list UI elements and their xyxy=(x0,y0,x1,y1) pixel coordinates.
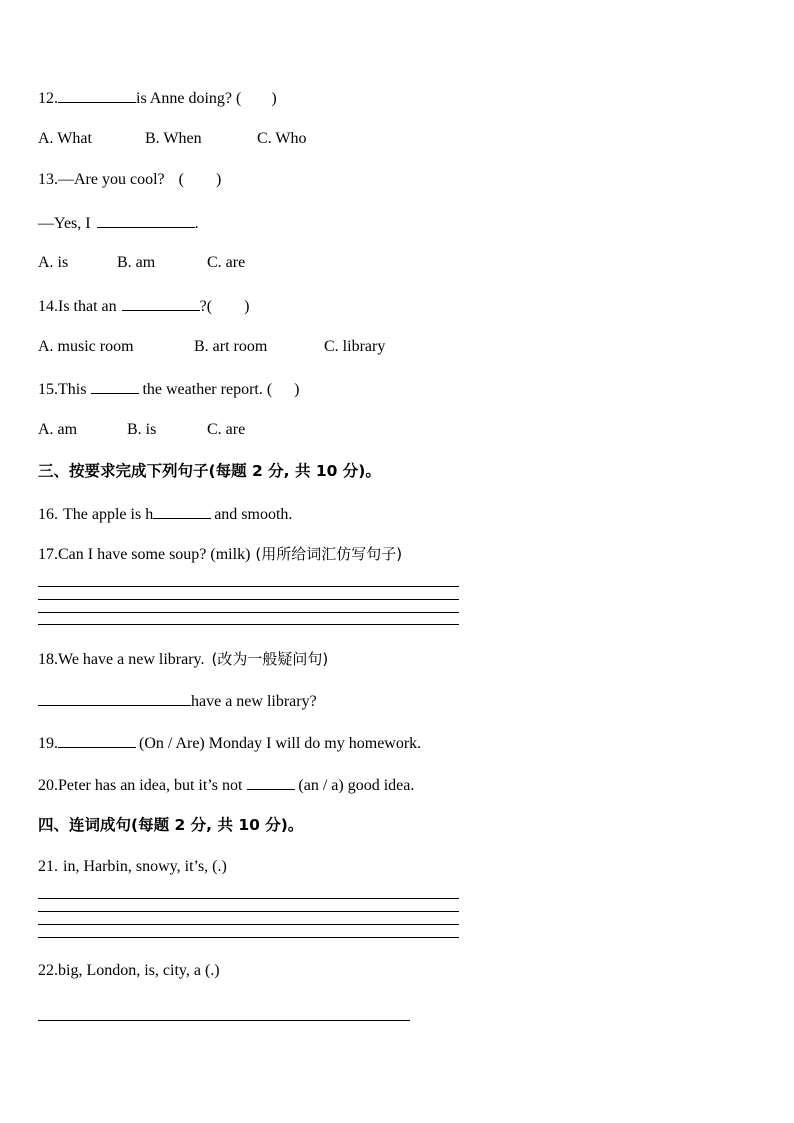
answer-line[interactable] xyxy=(38,1020,410,1021)
answer-line[interactable] xyxy=(38,911,459,912)
option-a: A. music room xyxy=(38,338,134,355)
question-number: 13. xyxy=(38,171,58,188)
option-b: B. am xyxy=(117,254,156,271)
question-suffix: (an / a) good idea. xyxy=(298,777,415,794)
question-15 xyxy=(38,378,300,400)
question-12 xyxy=(38,87,277,109)
question-number: 20. xyxy=(38,777,58,794)
question-14 xyxy=(38,295,249,317)
question-number: 15. xyxy=(38,381,58,398)
section-3-title: 三、按要求完成下列句子(每题 2 分, 共 10 分)。 xyxy=(38,462,381,480)
answer-blank[interactable] xyxy=(91,378,139,394)
question-suffix: and smooth. xyxy=(214,506,293,523)
question-suffix: the weather report. ( xyxy=(142,381,273,398)
question-18-answer xyxy=(38,690,317,712)
question-text: is Anne doing? ( xyxy=(136,90,242,107)
question-20 xyxy=(38,774,414,796)
answer-line[interactable] xyxy=(38,898,459,899)
paren-close: ) xyxy=(271,90,277,107)
question-text: The apple is h xyxy=(63,506,154,523)
question-text: big, London, is, city, a (.) xyxy=(58,962,220,979)
option-c: C. library xyxy=(324,338,386,355)
question-18 xyxy=(38,649,328,670)
option-c: C. are xyxy=(207,421,246,438)
option-b: B. is xyxy=(127,421,157,438)
option-c: C. Who xyxy=(257,130,307,147)
question-number: 14. xyxy=(38,298,58,315)
answer-blank[interactable] xyxy=(38,690,191,706)
answer-blank[interactable] xyxy=(58,732,136,748)
question-text: in, Harbin, snowy, it’s, (.) xyxy=(63,858,227,875)
option-c: C. are xyxy=(207,254,246,271)
question-number: 18. xyxy=(38,651,58,668)
answer-blank[interactable] xyxy=(247,774,295,790)
question-number: 19. xyxy=(38,735,58,752)
question-21 xyxy=(38,857,227,877)
question-text: Peter has an idea, but it’s not xyxy=(58,777,243,794)
question-number: 16. xyxy=(38,506,58,523)
option-b: B. art room xyxy=(194,338,268,355)
option-b: B. When xyxy=(145,130,202,147)
question-13-answer xyxy=(38,212,199,234)
question-number: 22. xyxy=(38,962,58,979)
instruction: (用所给词汇仿写句子) xyxy=(255,545,403,563)
question-number: 21. xyxy=(38,858,58,875)
paren-close: ) xyxy=(294,381,300,398)
question-number: 17. xyxy=(38,546,58,563)
question-22 xyxy=(38,961,220,981)
question-text: This xyxy=(58,381,87,398)
answer-blank[interactable] xyxy=(97,212,195,228)
answer-blank[interactable] xyxy=(153,503,211,519)
question-text: Can I have some soup? (milk) xyxy=(58,546,251,563)
option-a: A. is xyxy=(38,254,69,271)
answer-paren: ( ) xyxy=(178,171,222,188)
question-number: 12. xyxy=(38,90,58,107)
question-text: We have a new library. xyxy=(58,651,205,668)
question-19 xyxy=(38,732,421,754)
question-13-options xyxy=(38,253,245,273)
answer-suffix: . xyxy=(194,215,199,232)
question-text: —Are you cool? xyxy=(58,171,165,188)
answer-line[interactable] xyxy=(38,586,459,587)
answer-line[interactable] xyxy=(38,624,459,625)
answer-blank[interactable] xyxy=(122,295,200,311)
answer-line[interactable] xyxy=(38,924,459,925)
question-suffix: ?( xyxy=(199,298,213,315)
option-a: A. What xyxy=(38,130,92,147)
question-12-options xyxy=(38,129,306,149)
question-16 xyxy=(38,503,292,525)
question-17 xyxy=(38,544,402,565)
answer-line[interactable] xyxy=(38,937,459,938)
question-15-options xyxy=(38,420,245,440)
answer-line[interactable] xyxy=(38,599,459,600)
paren-close: ) xyxy=(244,298,250,315)
question-14-options xyxy=(38,337,385,357)
section-4-title: 四、连词成句(每题 2 分, 共 10 分)。 xyxy=(38,816,304,834)
answer-prefix: —Yes, I xyxy=(38,215,91,232)
answer-suffix: have a new library? xyxy=(191,693,317,710)
question-13 xyxy=(38,170,221,190)
option-a: A. am xyxy=(38,421,78,438)
answer-blank[interactable] xyxy=(58,87,136,103)
question-text: (On / Are) Monday I will do my homework. xyxy=(139,735,422,752)
instruction: (改为一般疑问句) xyxy=(211,650,329,668)
answer-line[interactable] xyxy=(38,612,459,613)
question-text: Is that an xyxy=(58,298,117,315)
